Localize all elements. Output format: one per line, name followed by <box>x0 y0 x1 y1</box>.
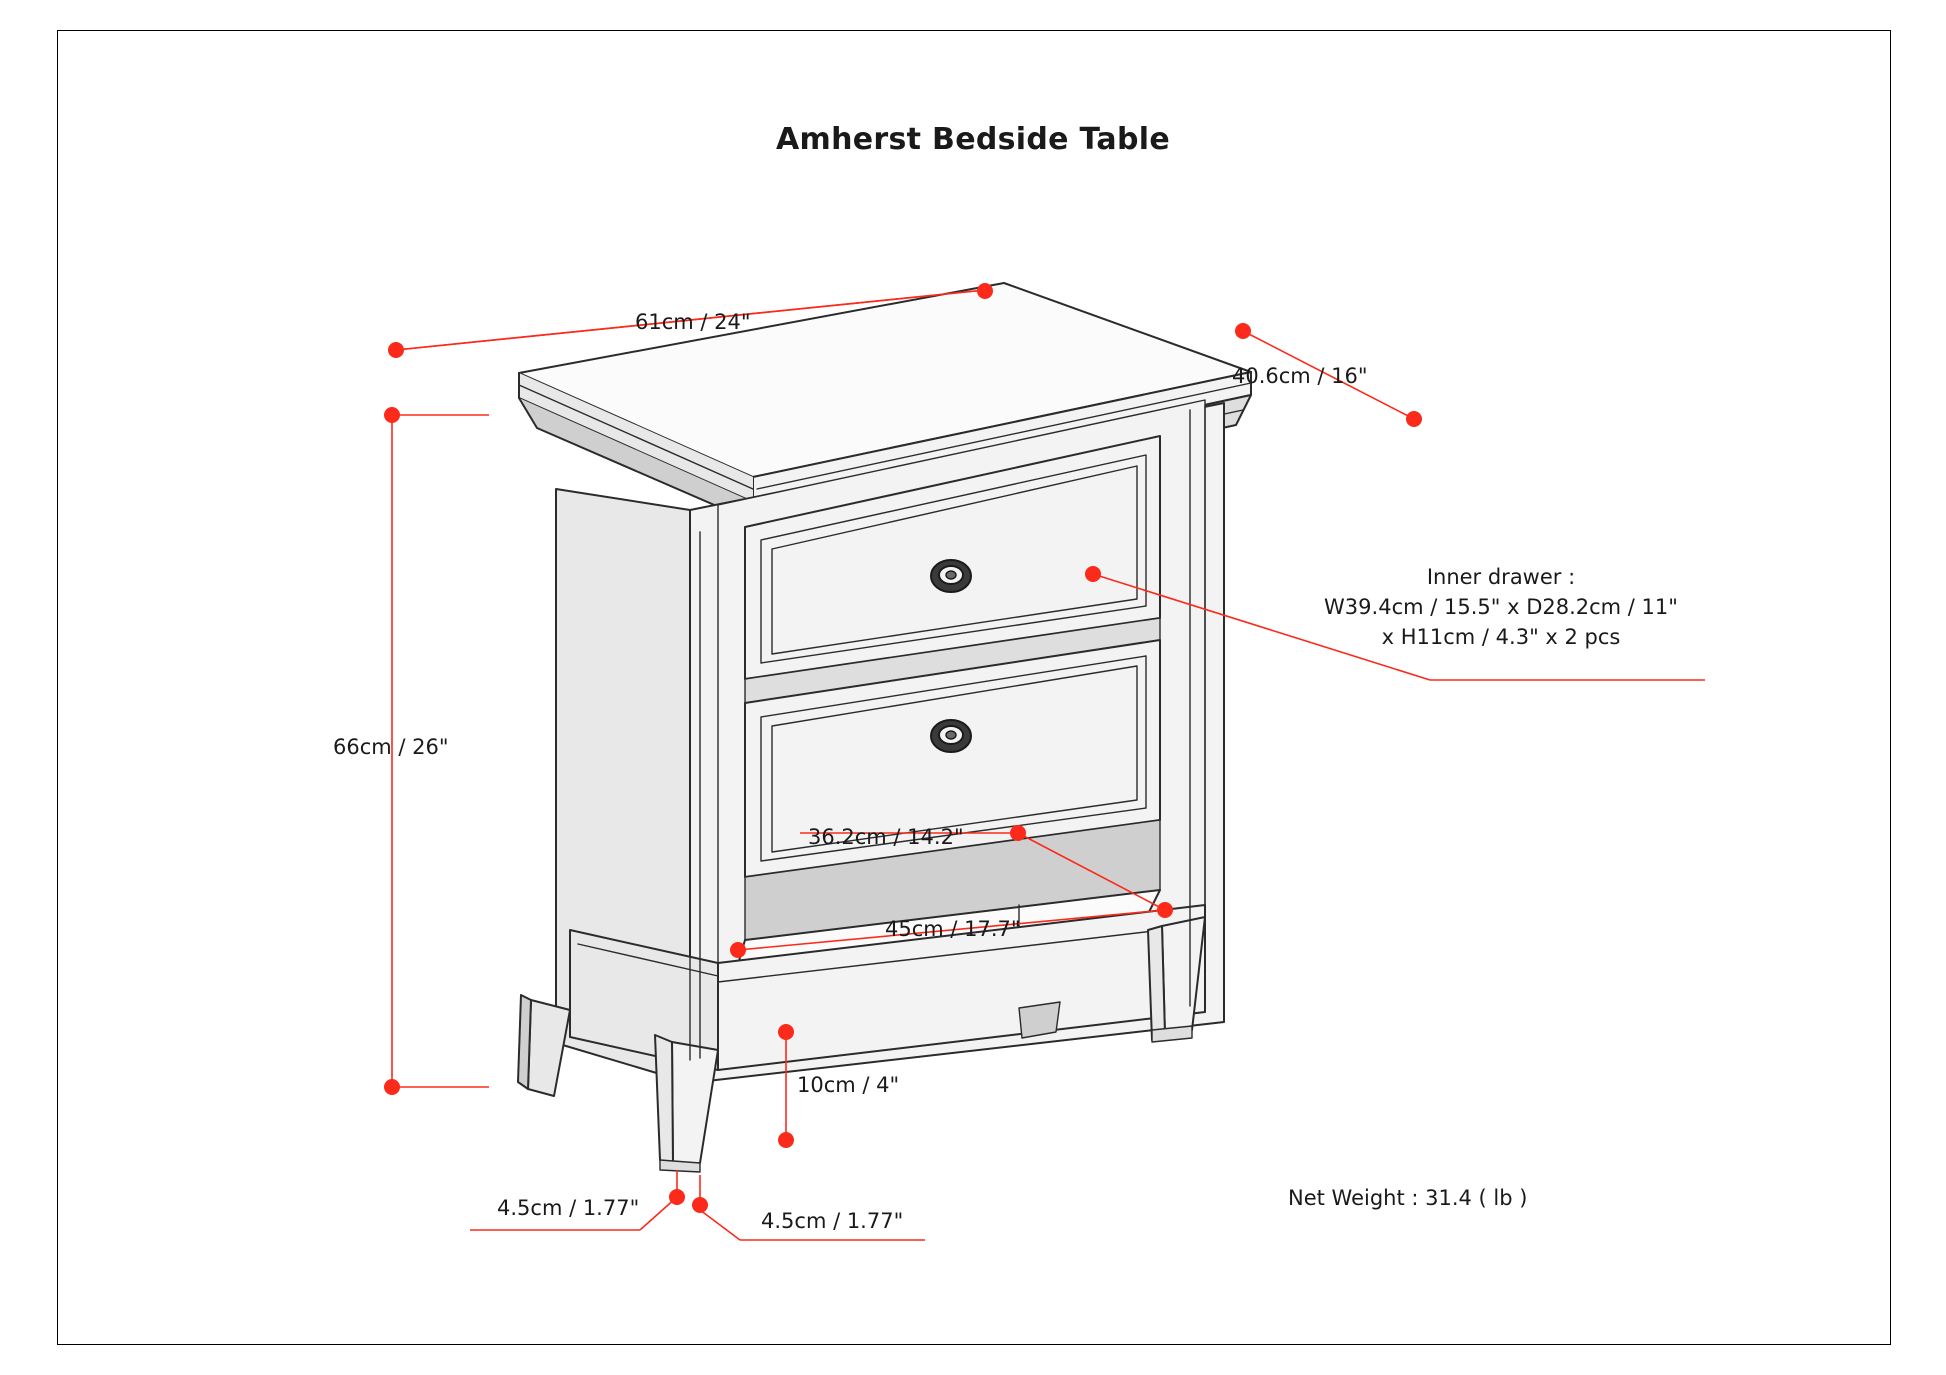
dim-point-depth-bottom <box>1406 411 1422 427</box>
dimension-label-leg-right: 4.5cm / 1.77" <box>761 1209 904 1233</box>
inner-drawer-note-line1: Inner drawer : <box>1426 565 1576 589</box>
dim-point-height-top <box>384 407 400 423</box>
dim-point-depth-top <box>1235 323 1251 339</box>
dimension-label-shelf-depth: 36.2cm / 14.2" <box>808 825 964 849</box>
dimension-label-leg-left: 4.5cm / 1.77" <box>497 1196 640 1220</box>
dimension-label-height: 66cm / 26" <box>333 735 449 759</box>
dim-point-shelf-width-left <box>730 942 746 958</box>
dimension-label-opening-height: 10cm / 4" <box>797 1073 900 1097</box>
dimension-label-width: 61cm / 24" <box>635 310 751 334</box>
inner-drawer-note-line3: x H11cm / 4.3" x 2 pcs <box>1381 625 1621 649</box>
dimension-label-depth: 40.6cm / 16" <box>1232 364 1368 388</box>
net-weight-note: Net Weight : 31.4 ( lb ) <box>1288 1186 1528 1210</box>
dim-point-width-left <box>388 342 404 358</box>
dim-point-inner-drawer <box>1085 566 1101 582</box>
inner-drawer-note <box>1291 562 1711 652</box>
dim-point-shelf-depth-a <box>1010 825 1026 841</box>
dim-point-leg-left-a <box>669 1189 685 1205</box>
inner-drawer-note-line2: W39.4cm / 15.5" x D28.2cm / 11" <box>1324 595 1678 619</box>
dim-point-width-right <box>977 283 993 299</box>
dim-point-height-bottom <box>384 1079 400 1095</box>
dim-point-leg-right-a <box>692 1197 708 1213</box>
page-title: Amherst Bedside Table <box>776 122 1170 157</box>
dim-point-opening-bottom <box>778 1132 794 1148</box>
dimension-label-shelf-width: 45cm / 17.7" <box>885 917 1021 941</box>
dim-point-opening-top <box>778 1024 794 1040</box>
